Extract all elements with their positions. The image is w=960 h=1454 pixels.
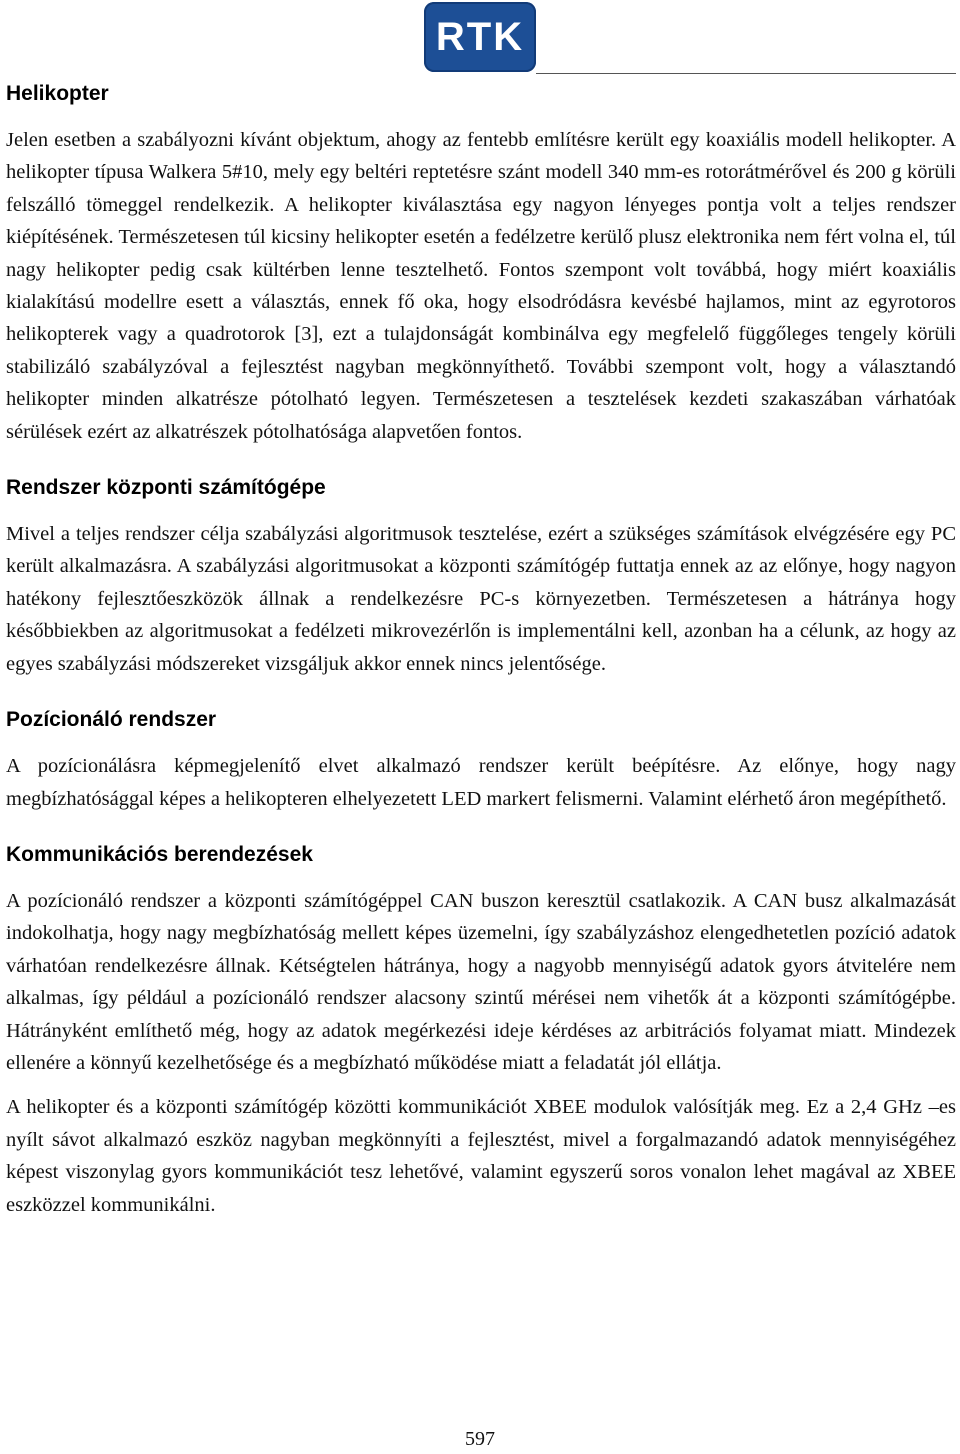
rtk-logo: [424, 2, 536, 72]
header-rule: [536, 73, 956, 74]
paragraph-positioning: A pozícionálásra képmegjelenítő elvet alkalmazó rendszer került beépítésre. Az előnye, hogy nagy megbízhatósággal képes a helikopteren elhelyezetett LED markert felismerni. Valamint elérhető áron megépíthető.: [6, 755, 956, 810]
section-heading-positioning: Pozícionáló rendszer: [6, 708, 217, 732]
paragraph-central-computer: Mivel a teljes rendszer célja szabályzási algoritmusok tesztelése, ezért a szükséges számítások elvégzésére egy PC került alkalmazásra. A szabályzási algoritmusokat a központi számítógép futtatja ennek az az előnye, hogy nagyon hatékony fejlesztőeszközök állnak a rendelkezésre PC-s környezetben. Természetesen a hátránya hogy későbbiekben az algoritmusokat a fedélzeti mikrovezérlőn is implementálni kell, azonban ha a célunk, az hogy az egyes szabályzási módszereket vizsgáljuk akkor ennek nincs jelentősége.: [6, 523, 956, 675]
paragraph-communication-can: A pozícionáló rendszer a központi számítógéppel CAN buszon keresztül csatlakozik. A CAN busz alkalmazását indokolhatja, hogy nagy megbízhatóság mellett képes üzemelni, így szabályzáshoz elengedhetetlen pozíció adatok várhatóan rendelkezésre állnak. Kétségtelen hátránya, hogy a nagyobb mennyiségű adatok gyors átvitelére nem alkalmas, így például a pozícionáló rendszer alacsony szintű mérései nem vihetők át a központi számítógépbe. Hátrányként említhető még, hogy az adatok megérkezési ideje kérdéses az arbitrációs folyamat miatt. Mindezek ellenére a könnyű kezelhetősége és a megbízható működése miatt a feladatát jól ellátja.: [6, 889, 956, 1074]
section-heading-central-computer: Rendszer központi számítógépe: [6, 476, 326, 500]
paragraph-helikopter: Jelen esetben a szabályozni kívánt objektum, ahogy az fentebb említésre került egy koaxiális modell helikopter. A helikopter típusa Walkera 5#10, mely egy beltéri reptetésre szánt modell 340 mm-es rotorátmérővel és 200 g körüli felszálló tömeggel rendelkezik. A helikopter kiválasztása egy nagyon lényeges pontja volt a teljes rendszer kiépítésének. Természetesen túl kicsiny helikopter esetén a fedélzetre kerülő plusz elektronika nem fért volna el, túl nagy helikopter pedig csak kültérben lenne tesztelhető. Fontos szempont volt továbbá, hogy miért koaxiális kialakítású modellre esett a választás, ennek fő oka, hogy elsodródásra kevésbé hajlamos, mint az egyrotoros helikopterek vagy a quadrotorok [3], ezt a tulajdonságát kombinálva egy megfelelő függőleges tengely körüli stabilizáló szabályzóval a fejlesztést nagyban megkönnyíthető. További szempont volt, hogy a választandó helikopter minden alkatrésze pótolható legyen. Természetesen a tesztelések kezdeti szakaszában várhatóak sérülések ezért az alkatrészek pótolhatósága alapvetően fontos.: [6, 129, 956, 443]
logo-text: RTK: [435, 14, 525, 59]
section-heading-helikopter: Helikopter: [6, 82, 109, 105]
document-body: [6, 76, 956, 1221]
section-heading-communication: Kommunikációs berendezések: [6, 842, 313, 866]
page-number: 597: [465, 1428, 495, 1450]
paragraph-communication-xbee: A helikopter és a központi számítógép közötti kommunikációt XBEE modulok valósítják meg. Ez a 2,4 GHz –es nyílt sávot alkalmazó eszköz nagyban megkönnyíti a fejlesztést, mivel a forgalmazandó adatok mennyiségéhez képest viszonylag gyors kommunikációt tesz lehetővé, valamint egyszerű soros vonalon lehet magával az XBEE eszközzel kommunikálni.: [6, 1096, 956, 1216]
